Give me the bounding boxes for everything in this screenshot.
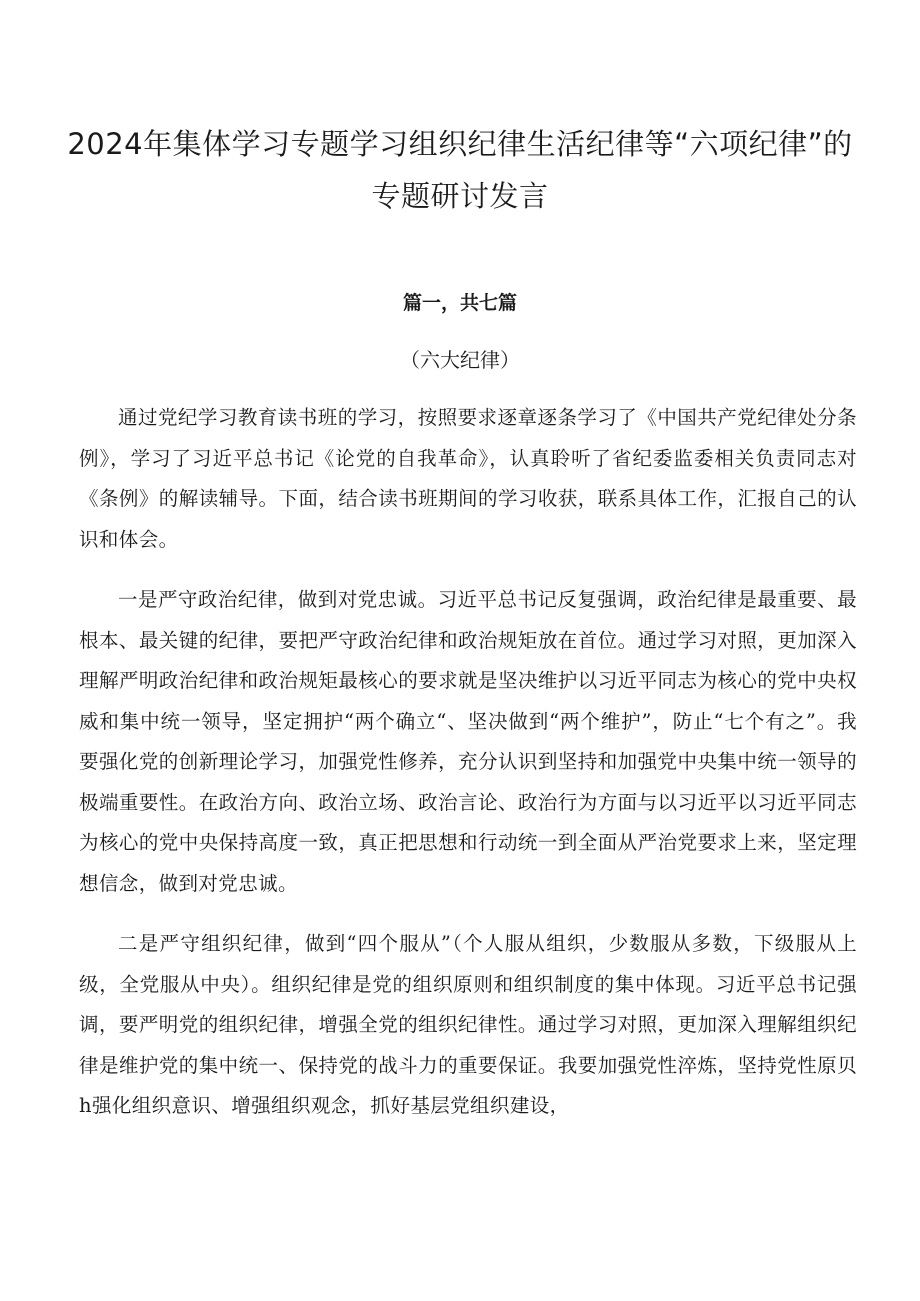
paragraph-political-discipline: 一是严守政治纪律，做到对党忠诚。习近平总书记反复强调，政治纪律是最重要、最根本、最关键的纪律，要把严守政治纪律和政治规矩放在首位。通过学习对照，更加深入理解严明政治纪律和政治规矩最核心的要求就是坚决维护以习近平同志为核心的党中央权威和集中统一领导，坚定拥护“两个确立“、坚决做到“两个维护”，防止“七个有之”。我要强化党的创新理论学习，加强党性修养，充分认识到坚持和加强党中央集中统一领导的极端重要性。在政治方向、政治立场、政治言论、政治行为方面与以习近平以习近平同志为核心的党中央保持高度一致，真正把思想和行动统一到全面从严治党要求上来，坚定理想信念，做到对党忠诚。	[79, 588, 857, 895]
document-title: 2024年集体学习专题学习组织纪律生活纪律等“六项纪律”的专题研讨发言	[67, 127, 853, 213]
section-subtitle: （六大纪律）	[400, 348, 520, 372]
part-heading: 篇一，共七篇	[402, 292, 517, 314]
document-body	[79, 398, 857, 1147]
paragraph-organizational-discipline: 二是严守组织纪律，做到“四个服从”（个人服从组织，少数服从多数，下级服从上级，全党服从中央）。组织纪律是党的组织原则和组织制度的集中体现。习近平总书记强调，要严明党的组织纪律，增强全党的组织纪律性。通过学习对照，更加深入理解组织纪律是维护党的集中统一、保持党的战斗力的重要保证。我要加强党性淬炼，坚持党性原贝h强化组织意识、增强组织观念，抓好基层党组织建设，	[79, 932, 857, 1117]
paragraph-intro: 通过党纪学习教育读书班的学习，按照要求逐章逐条学习了《中国共产党纪律处分条例》，学习了习近平总书记《论党的自我革命》，认真聆听了省纪委监委相关负责同志对《条例》的解读辅导。下面，结合读书班期间的学习收获，联系具体工作，汇报自己的认识和体会。	[79, 406, 857, 551]
